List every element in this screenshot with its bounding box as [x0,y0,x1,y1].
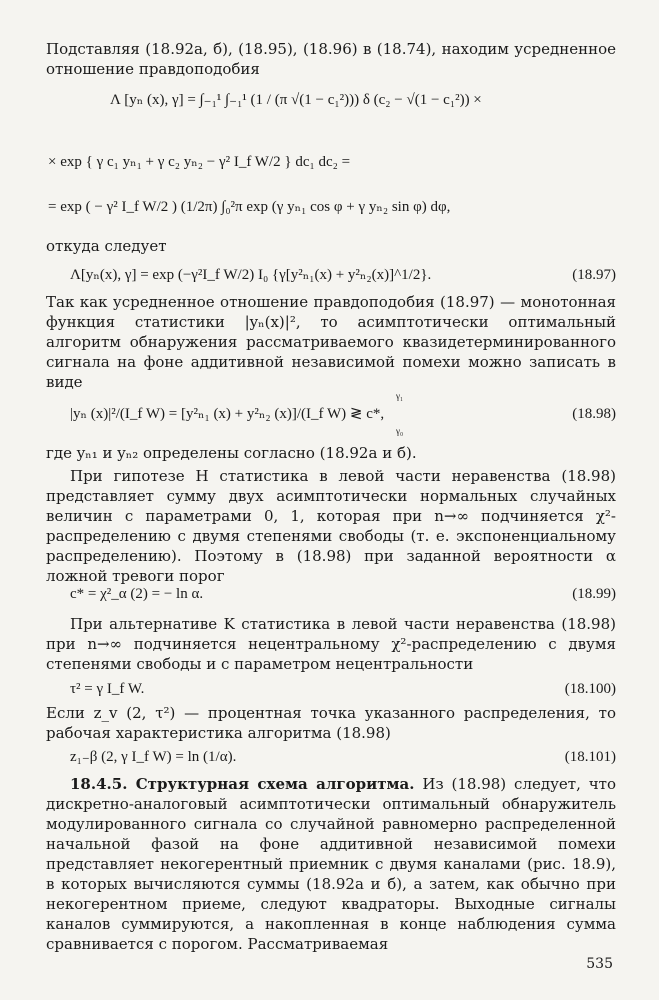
paragraph-where: где yₙ₁ и yₙ₂ определены согласно (18.92а и б). [46,444,417,462]
equation-number-18-97: (18.97) [572,267,616,283]
equation-likelihood-line3: = exp ( − γ² I_f W/2 ) (1/2π) ∫₀²π exp (γ yₙ₁ cos φ + γ yₙ₂ sin φ) dφ, [48,199,451,215]
relation-upper-gamma1: γ₁ [396,391,404,401]
paragraph-hypothesis-h: При гипотезе H статистика в левой части неравенства (18.98) представляет сумму двух асимптотически нормальных случайных величин с параметрами 0, 1, которая при n→∞ подчиняется χ²-распределению с двумя степенями свободы (т. е. экспоненциальному распределению). Поэтому в (18.98) при заданной вероятности α ложной тревоги порог [46,467,616,585]
equation-number-18-101: (18.101) [564,749,616,765]
paragraph-structural-scheme [46,774,616,954]
equation-18-100: τ² = γ I_f W. [70,681,145,697]
relation-lower-gamma0: γ₀ [396,426,404,436]
paragraph-hence: откуда следует [46,237,167,255]
paragraph-monotone: Так как усредненное отношение правдоподобия (18.97) — монотонная функция статистики |yₙ(x)|², то асимптотически оптимальный алгоритм обнаружения рассматриваемого квазидетерминированного сигнала на фоне аддитивной независимой помехи можно записать в виде [46,293,616,391]
equation-likelihood-line2: × exp { γ c₁ yₙ₁ + γ c₂ yₙ₂ − γ² I_f W/2 } dc₁ dc₂ = [48,154,351,170]
equation-number-18-99: (18.99) [572,586,616,602]
paragraph-alternative-k: При альтернативе K статистика в левой части неравенства (18.98) при n→∞ подчиняется нецентральному χ²-распределению с двумя степенями свободы и с параметром нецентральности [46,615,616,673]
section-heading: 18.4.5. Структурная схема алгоритма. [70,775,415,793]
equation-number-18-98: (18.98) [572,406,616,422]
paragraph-if-z: Если z_v (2, τ²) — процентная точка указанного распределения, то рабочая характеристика алгоритма (18.98) [46,704,616,742]
paragraph-intro: Подставляя (18.92а, б), (18.95), (18.96) в (18.74), находим усредненное отношение правдоподобия [46,40,616,78]
equation-18-97: Λ[yₙ(x), γ] = exp (−γ²I_f W/2) I₀ {γ[y²ₙ₁(x) + y²ₙ₂(x)]^1/2}. [70,267,432,283]
section-body: Из (18.98) следует, что дискретно-аналоговый асимптотически оптимальный обнаружитель модулированного сигнала со случайной равномерно распределенной начальной фазой на фоне аддитивной независимой помехи представляет некогерентный приемник с двумя каналами (рис. 18.9), в которых вычисляются суммы (18.92а и б), а затем, как обычно при некогерентном приеме, следуют квадраторы. Выходные сигналы каналов суммируются, а накопленная в конце наблюдения сумма сравнивается с порогом. Рассматриваемая [46,775,616,953]
equation-likelihood-line1: Λ [yₙ (x), γ] = ∫₋₁¹ ∫₋₁¹ (1 / (π √(1 − c₁²))) δ (c₂ − √(1 − c₁²)) × [110,92,482,108]
equation-18-99: c* = χ²_α (2) = − ln α. [70,586,204,602]
equation-18-98: |yₙ (x)|²/(I_f W) = [y²ₙ₁ (x) + y²ₙ₂ (x)]/(I_f W) ≷ c*, [70,406,385,422]
equation-number-18-100: (18.100) [564,681,616,697]
page-number: 535 [586,956,613,972]
equation-18-101: z₁₋β (2, γ I_f W) = ln (1/α). [70,749,237,765]
